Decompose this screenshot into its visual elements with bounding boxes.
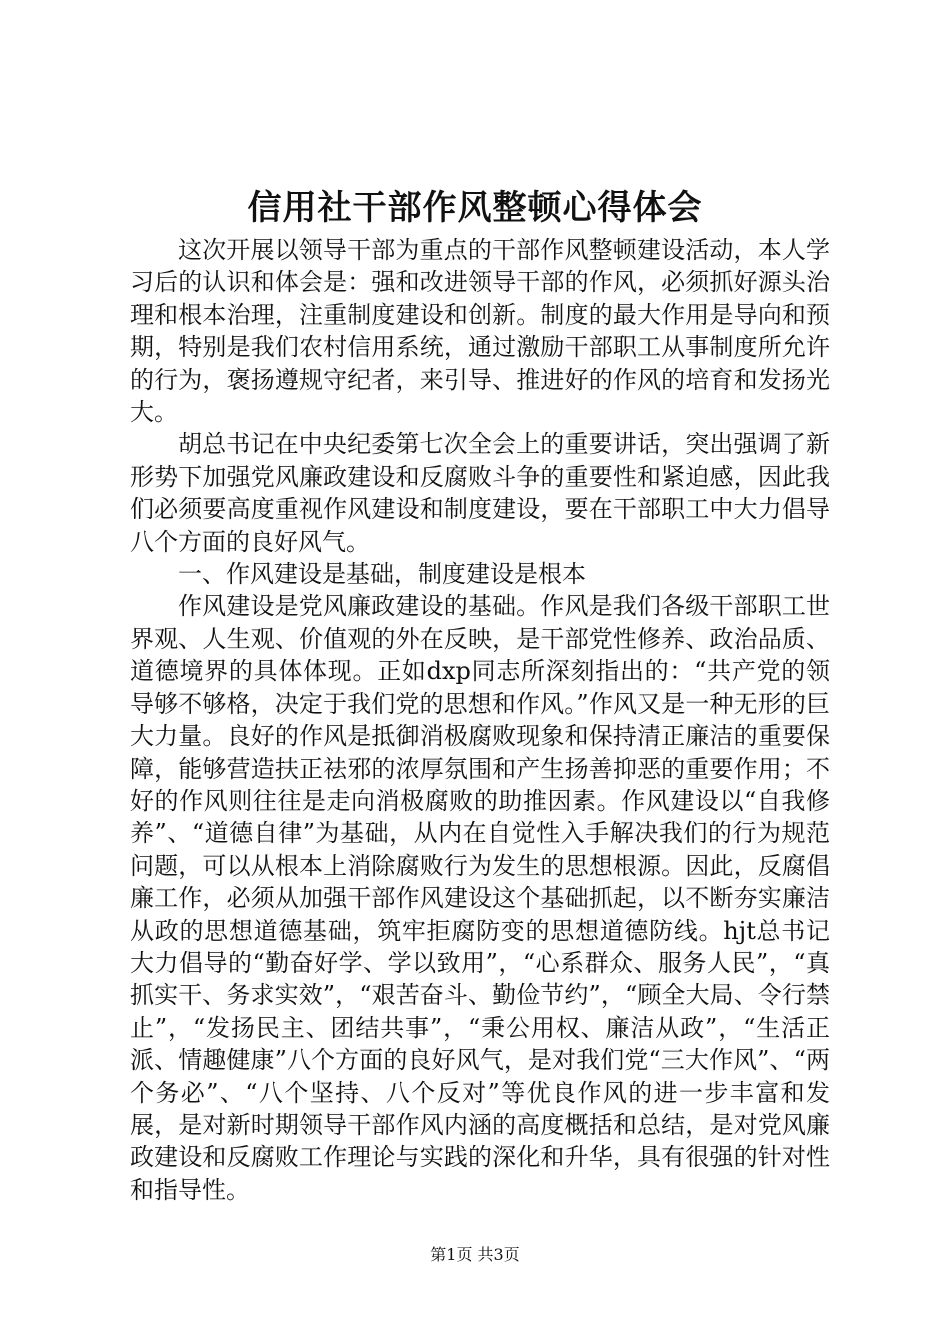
document-body: [130, 234, 830, 1206]
page-number-footer: 第1页 共3页: [430, 1245, 520, 1264]
document-title: 信用社干部作风整顿心得体会: [247, 188, 703, 228]
paragraph-section-1: 作风建设是党风廉政建设的基础。作风是我们各级干部职工世界观、人生观、价值观的外在反映，是干部党性修养、政治品质、道德境界的具体体现。正如dxp同志所深刻指出的：“共产党的领导够不够格，决定于我们党的思想和作风。”作风又是一种无形的巨大力量。良好的作风是抵御消极腐败现象和保持清正廉洁的重要保障，能够营造扶正祛邪的浓厚氛围和产生扬善抑恶的重要作用；不好的作风则往往是走向消极腐败的助推因素。作风建设以“自我修养”、“道德自律”为基础，从内在自觉性入手解决我们的行为规范问题，可以从根本上消除腐败行为发生的思想根源。因此，反腐倡廉工作，必须从加强干部作风建设这个基础抓起，以不断夯实廉洁从政的思想道德基础，筑牢拒腐防变的思想道德防线。hjt总书记大力倡导的“勤奋好学、学以致用”，“心系群众、服务人民”，“真抓实干、务求实效”，“艰苦奋斗、勤俭节约”，“顾全大局、令行禁止”，“发扬民主、团结共事”，“秉公用权、廉洁从政”，“生活正派、情趣健康”八个方面的良好风气，是对我们党“三大作风”、“两个务必”、“八个坚持、八个反对”等优良作风的进一步丰富和发展，是对新时期领导干部作风内涵的高度概括和总结，是对党风廉政建设和反腐败工作理论与实践的深化和升华，具有很强的针对性和指导性。: [130, 592, 830, 1204]
paragraph-speech: 胡总书记在中央纪委第七次全会上的重要讲话，突出强调了新形势下加强党风廉政建设和反腐败斗争的重要性和紧迫感，因此我们必须要高度重视作风建设和制度建设，要在干部职工中大力倡导八个方面的良好风气。: [130, 430, 830, 556]
paragraph-intro: 这次开展以领导干部为重点的干部作风整顿建设活动，本人学习后的认识和体会是：强和改进领导干部的作风，必须抓好源头治理和根本治理，注重制度建设和创新。制度的最大作用是导向和预期，特别是我们农村信用系统，通过激励干部职工从事制度所允许的行为，褒扬遵规守纪者，来引导、推进好的作风的培育和发扬光大。: [130, 236, 830, 427]
section-heading-1: 一、作风建设是基础，制度建设是根本: [178, 560, 586, 589]
